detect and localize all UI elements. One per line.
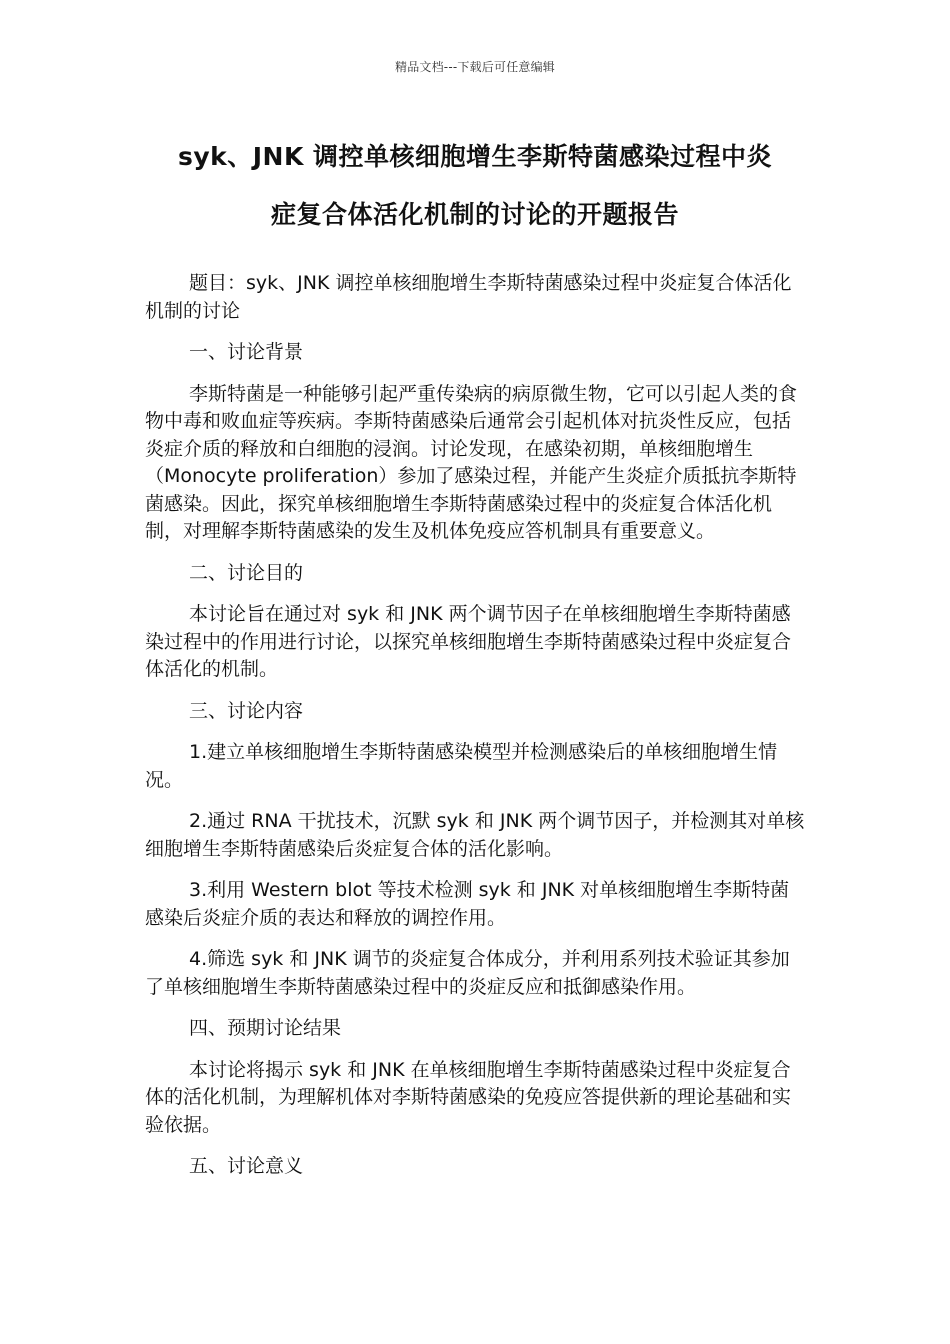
purpose-paragraph: 本讨论旨在通过对 syk 和 JNK 两个调节因子在单核细胞增生李斯特菌感染过程中的作用进行讨论，以探究单核细胞增生李斯特菌感染过程中炎症复合体活化的机制。 [145, 603, 792, 680]
expected-results-paragraph: 本讨论将揭示 syk 和 JNK 在单核细胞增生李斯特菌感染过程中炎症复合体的活化机制，为理解机体对李斯特菌感染的免疫应答提供新的理论基础和实验依据。 [145, 1058, 792, 1136]
content-item: 3.利用 Western blot 等技术检测 syk 和 JNK 对单核细胞增生李斯特菌感染后炎症介质的表达和释放的调控作用。 [145, 879, 790, 929]
title-line-1: syk、JNK 调控单核细胞增生李斯特菌感染过程中炎 [177, 142, 773, 171]
document-title [140, 128, 810, 244]
content-item: 4.筛选 syk 和 JNK 调节的炎症复合体成分，并利用系列技术验证其参加了单核细胞增生李斯特菌感染过程中的炎症反应和抵御感染作用。 [145, 948, 790, 998]
section-heading-expected-results: 四、预期讨论结果 [189, 1017, 342, 1039]
content-item: 1.建立单核细胞增生李斯特菌感染模型并检测感染后的单核细胞增生情况。 [145, 741, 778, 791]
section-heading-significance: 五、讨论意义 [189, 1155, 304, 1177]
section-heading-content: 三、讨论内容 [189, 699, 304, 722]
content-item: 2.通过 RNA 干扰技术，沉默 syk 和 JNK 两个调节因子，并检测其对单核细胞增生李斯特菌感染后炎症复合体的活化影响。 [145, 810, 805, 860]
title-line-2: 症复合体活化机制的讨论的开题报告 [270, 200, 679, 229]
background-paragraph: 李斯特菌是一种能够引起严重传染病的病原微生物，它可以引起人类的食物中毒和败血症等疾病。李斯特菌感染后通常会引起机体对抗炎性反应，包括炎症介质的释放和白细胞的浸润。讨论发现，在感染初期，单核细胞增生（Monocyte proliferation）参加了感染过程，并能产生炎症介质抵抗李斯特菌感染。因此，探究单核细胞增生李斯特菌感染过程中的炎症复合体活化机制，对理解李斯特菌感染的发生及机体免疫应答机制具有重要意义。 [145, 382, 798, 542]
section-heading-purpose: 二、讨论目的 [189, 561, 304, 584]
topic-paragraph: 题目：syk、JNK 调控单核细胞增生李斯特菌感染过程中炎症复合体活化机制的讨论 [145, 272, 792, 322]
document-body [145, 270, 805, 1195]
header-note: 精品文档---下载后可任意编辑 [395, 60, 555, 74]
section-heading-background: 一、讨论背景 [189, 341, 304, 363]
